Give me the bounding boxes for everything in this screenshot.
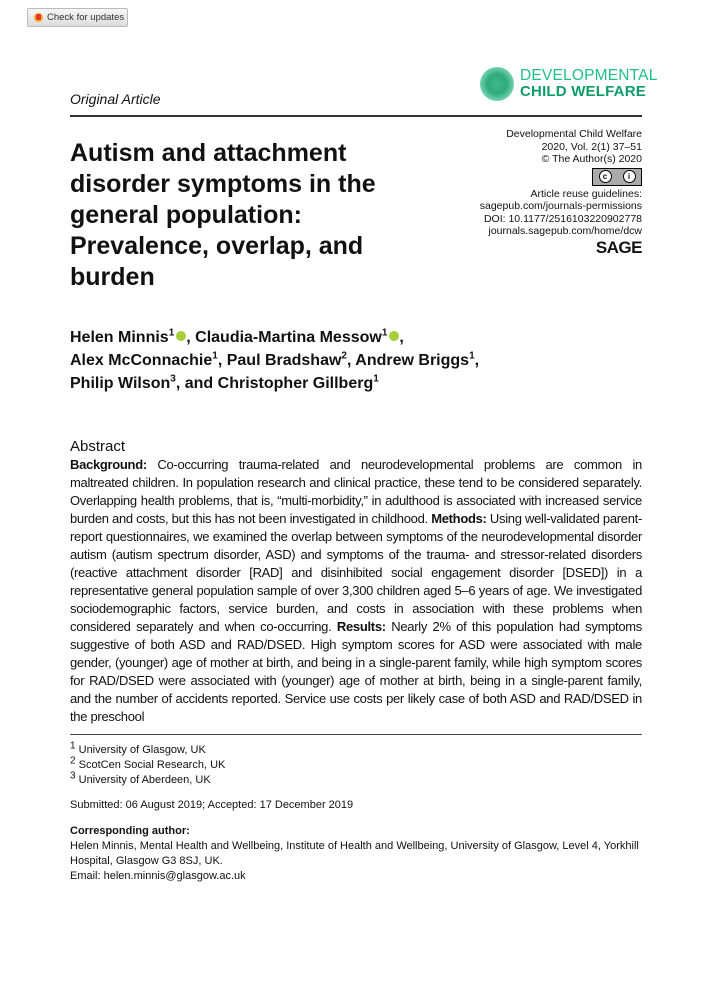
corresponding-label: Corresponding author: (70, 825, 190, 837)
methods-label: Methods: (431, 511, 487, 526)
affiliations (70, 740, 642, 788)
check-for-updates-button[interactable] (27, 8, 128, 27)
submission-dates: Submitted: 06 August 2019; Accepted: 17 December 2019 (70, 799, 354, 811)
sage-logo: SAGE (595, 237, 642, 257)
background-label: Background: (70, 457, 147, 472)
affiliation (70, 770, 642, 788)
article-type: Original Article (70, 91, 161, 107)
affiliation-mark: 1 (381, 327, 388, 339)
affiliation-number: 1 (70, 740, 76, 752)
affiliation-text: University of Aberdeen, UK (78, 774, 211, 786)
volume-info: 2020, Vol. 2(1) 37–51 (541, 140, 642, 153)
corresponding-address: Helen Minnis, Mental Health and Wellbeing, Institute of Health and Wellbeing, University of Glasgow, Level 4, Yorkhill Hospital, Glasgow G3 8SJ, UK. (70, 840, 639, 867)
affiliation-mark: 2 (341, 350, 347, 362)
affiliation-mark: 1 (168, 327, 175, 339)
author-name: Paul Bradshaw (226, 352, 342, 369)
abstract-heading: Abstract (70, 438, 126, 455)
journal-logo (480, 67, 658, 101)
affiliation-number: 3 (70, 770, 76, 782)
methods-text: Using well-validated parent-report questionnaires, we examined the overlap between symptoms of the neurodevelopmental disorder autism (autism spectrum disorder, ASD) and symptoms of the trauma- and stressor-related disorders (reactive attachment disorder [RAD] and disinhibited social engagement disorder [DSED]) in a representative general population sample of over 3,300 children aged 5–6 years of age. We investigated sociodemographic factors, service burden, and costs in association with these problems when considered separately and when co-occurring. (70, 511, 642, 634)
orcid-icon[interactable] (389, 331, 399, 341)
affiliation-number: 2 (70, 755, 76, 767)
corresponding-email[interactable]: Email: helen.minnis@glasgow.ac.uk (70, 870, 246, 882)
page-title: Autism and attachment disorder symptoms in the general population: Prevalence, overlap, and burden (70, 139, 376, 291)
affiliation-mark: 1 (469, 350, 475, 362)
by-icon: i (623, 170, 636, 183)
affiliation-mark: 1 (212, 350, 218, 362)
reuse-label: Article reuse guidelines: (530, 187, 642, 200)
author-name: Helen Minnis (70, 329, 169, 346)
author-name: Andrew Briggs (355, 352, 470, 369)
author-name: Philip Wilson (70, 375, 171, 392)
journal-link[interactable]: journals.sagepub.com/home/dcw (488, 225, 642, 237)
journal-meta (479, 128, 642, 257)
journal-name: Developmental Child Welfare (506, 128, 642, 140)
corresponding-author (70, 824, 642, 884)
affiliation-mark: 1 (373, 373, 379, 385)
affiliation-mark: 3 (170, 373, 176, 385)
copyright: © The Author(s) 2020 (541, 153, 642, 165)
main-content (70, 438, 642, 904)
doi-link[interactable]: DOI: 10.1177/2516103220902778 (483, 212, 642, 225)
background-text: Co-occurring trauma-related and neurodevelopmental problems are common in maltreated children. In population research and clinical practice, these tend to be considered separately. Overlapping health problems, that is, “multi-morbidity,” in adulthood is associated with increased service burden and costs, but this has not been investigated in childhood. (70, 457, 642, 526)
results-text: Nearly 2% of this population had symptoms suggestive of both ASD and RAD/DSED. High symptom scores for ASD were associated with male gender, (younger) age of mother at birth, and being in a single-parent family, while high symptom scores for RAD/DSED were associated with (younger) age of mother at birth, being in a single-parent family, and the number of accidents reported. Service use costs per likely case of both ASD and RAD/DSED in the preschool (70, 619, 642, 724)
author-name: Christopher Gillberg (217, 375, 374, 392)
affiliation-text: ScotCen Social Research, UK (78, 759, 226, 771)
reuse-link[interactable]: sagepub.com/journals-permissions (479, 200, 642, 212)
author-list: Helen Minnis$^1$ , Claudia-Martina Messow$^1$ , Alex McConnachie$^1$, Paul Bradshaw$^2$, Andrew Briggs$^1$, Philip Wilson$^3$, and Christopher Gillberg$^1$ (70, 327, 480, 392)
affiliation (70, 740, 642, 758)
author-name: Alex McConnachie (70, 352, 213, 369)
author-name: Claudia-Martina Messow (195, 329, 382, 346)
check-updates-label: Check for updates (47, 12, 125, 23)
affiliation-text: University of Glasgow, UK (78, 744, 206, 756)
results-label: Results: (336, 619, 386, 634)
cc-by-license-icon[interactable] (592, 168, 642, 186)
abstract-body (70, 456, 642, 726)
cc-icon: c (599, 170, 612, 183)
orcid-icon[interactable] (176, 331, 186, 341)
footnote-divider (70, 734, 642, 735)
logo-line-1: DEVELOPMENTAL (520, 67, 658, 84)
affiliation (70, 755, 642, 773)
logo-circle-icon (480, 67, 514, 101)
logo-line-2: CHILD WELFARE (520, 83, 646, 100)
header-divider (70, 115, 642, 117)
bookmark-icon (34, 13, 43, 22)
